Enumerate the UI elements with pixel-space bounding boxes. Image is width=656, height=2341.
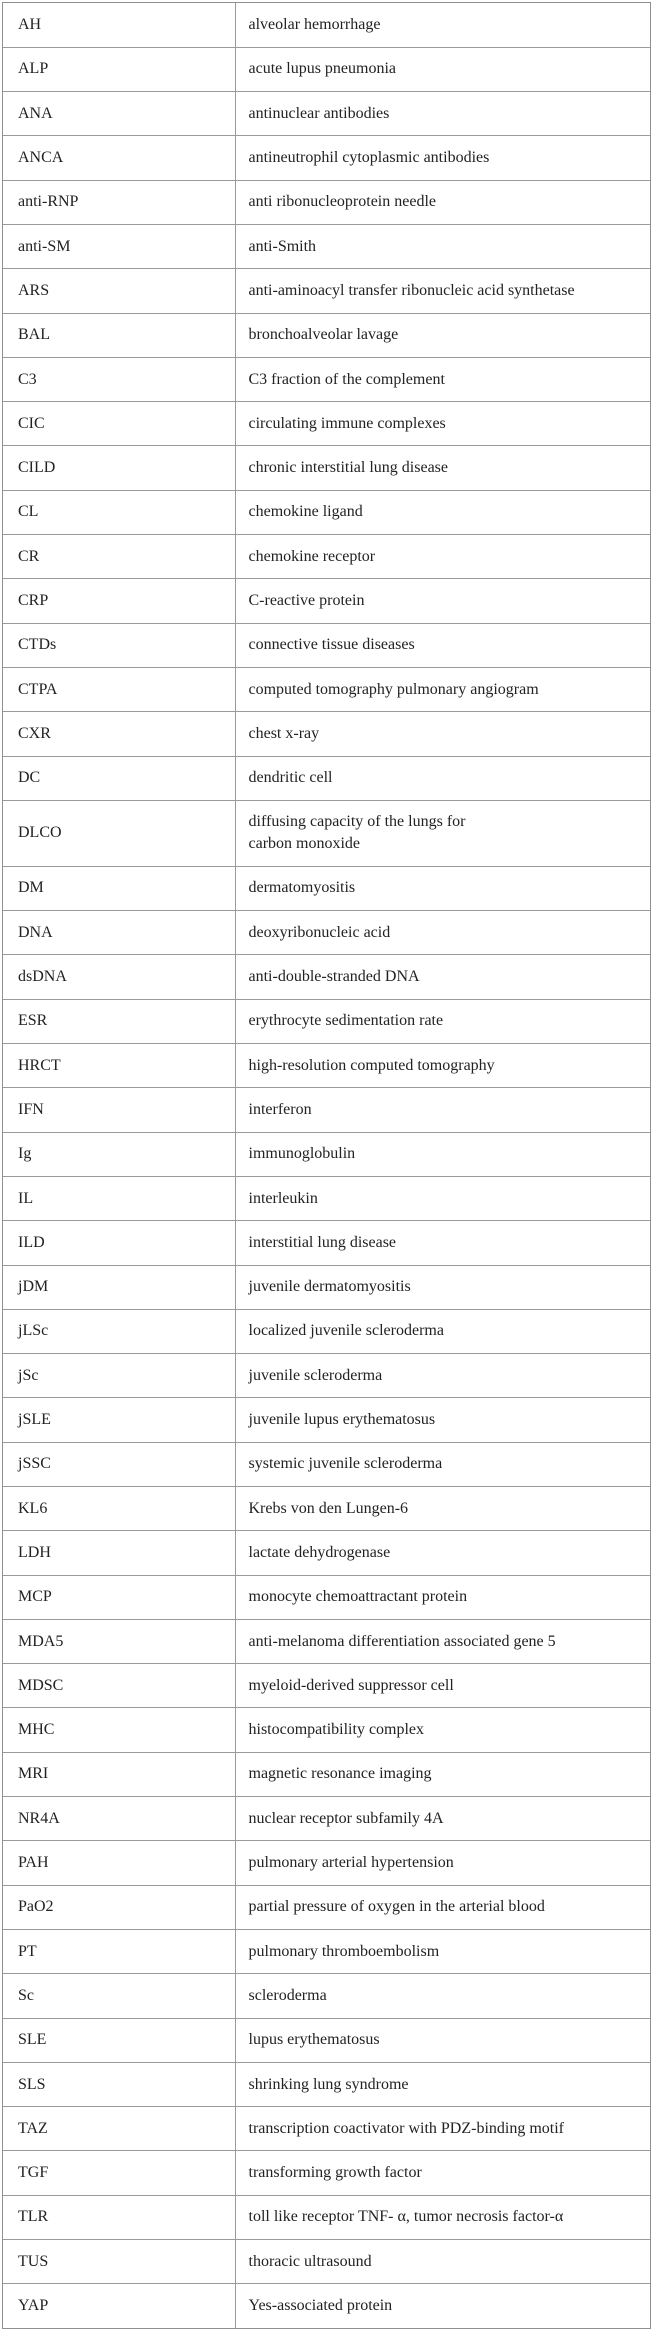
definition-cell: Krebs von den Lungen-6 bbox=[235, 1487, 650, 1531]
abbreviation-cell: SLE bbox=[3, 2018, 235, 2062]
abbreviation-cell: MDSC bbox=[3, 1664, 235, 1708]
abbreviation-cell: Sc bbox=[3, 1974, 235, 2018]
table-row bbox=[3, 1354, 650, 1398]
definition-cell: nuclear receptor subfamily 4A bbox=[235, 1797, 650, 1841]
abbreviation-cell: NR4A bbox=[3, 1797, 235, 1841]
definition-cell: antineutrophil cytoplasmic antibodies bbox=[235, 136, 650, 180]
table-row bbox=[3, 402, 650, 446]
abbreviation-cell: AH bbox=[3, 3, 235, 47]
table-row bbox=[3, 712, 650, 756]
abbreviation-cell: YAP bbox=[3, 2284, 235, 2328]
definition-cell: lupus erythematosus bbox=[235, 2018, 650, 2062]
table-row bbox=[3, 1531, 650, 1575]
table-row bbox=[3, 1044, 650, 1088]
abbreviation-cell: DC bbox=[3, 756, 235, 800]
definition-cell: deoxyribonucleic acid bbox=[235, 911, 650, 955]
table-row bbox=[3, 1708, 650, 1752]
table-row bbox=[3, 2240, 650, 2284]
abbreviation-cell: anti-SM bbox=[3, 224, 235, 268]
definition-cell: chemokine ligand bbox=[235, 490, 650, 534]
abbreviation-cell: TUS bbox=[3, 2240, 235, 2284]
abbreviation-cell: CTDs bbox=[3, 623, 235, 667]
abbreviation-cell: PAH bbox=[3, 1841, 235, 1885]
definition-cell: C-reactive protein bbox=[235, 579, 650, 623]
definition-cell: lactate dehydrogenase bbox=[235, 1531, 650, 1575]
table-row bbox=[3, 623, 650, 667]
table-row bbox=[3, 1664, 650, 1708]
table-row bbox=[3, 999, 650, 1043]
definition-cell: scleroderma bbox=[235, 1974, 650, 2018]
table-row bbox=[3, 1442, 650, 1486]
definition-cell: pulmonary thromboembolism bbox=[235, 1929, 650, 1973]
abbreviations-grid bbox=[3, 3, 650, 2328]
definition-cell: connective tissue diseases bbox=[235, 623, 650, 667]
definition-cell: interleukin bbox=[235, 1176, 650, 1220]
abbreviations-table bbox=[2, 2, 651, 2329]
table-row bbox=[3, 955, 650, 999]
abbreviation-cell: jLSc bbox=[3, 1309, 235, 1353]
abbreviation-cell: TAZ bbox=[3, 2107, 235, 2151]
abbreviation-cell: C3 bbox=[3, 357, 235, 401]
definition-cell: Yes-associated protein bbox=[248, 2297, 393, 2315]
definition-cell: thoracic ultrasound bbox=[235, 2240, 650, 2284]
abbreviation-cell: CR bbox=[3, 535, 235, 579]
definition-cell: dermatomyositis bbox=[235, 866, 650, 910]
table-row bbox=[3, 1619, 650, 1663]
table-row bbox=[3, 1265, 650, 1309]
definition-cell: anti-double-stranded DNA bbox=[235, 955, 650, 999]
table-row bbox=[3, 269, 650, 313]
table-row bbox=[3, 1974, 650, 2018]
definition-cell: immunoglobulin bbox=[235, 1132, 650, 1176]
table-row bbox=[3, 800, 650, 866]
definition-cell: interstitial lung disease bbox=[235, 1221, 650, 1265]
table-row bbox=[3, 2062, 650, 2106]
abbreviation-cell: jSSC bbox=[3, 1442, 235, 1486]
abbreviations-body bbox=[3, 3, 650, 2328]
definition-cell: juvenile dermatomyositis bbox=[235, 1265, 650, 1309]
table-row bbox=[3, 2195, 650, 2239]
abbreviation-cell: PT bbox=[3, 1929, 235, 1973]
definition-cell: acute lupus pneumonia bbox=[235, 47, 650, 91]
abbreviation-cell: TLR bbox=[3, 2195, 235, 2239]
definition-cell: dendritic cell bbox=[235, 756, 650, 800]
abbreviation-cell: SLS bbox=[3, 2062, 235, 2106]
definition-cell: toll like receptor TNF- α, tumor necrosis factor-α bbox=[235, 2195, 650, 2239]
table-row bbox=[3, 1132, 650, 1176]
definition-cell: magnetic resonance imaging bbox=[235, 1752, 650, 1796]
abbreviation-cell: ANCA bbox=[3, 136, 235, 180]
abbreviation-cell: LDH bbox=[3, 1531, 235, 1575]
abbreviation-cell: anti-RNP bbox=[3, 180, 235, 224]
table-row bbox=[3, 1398, 650, 1442]
abbreviation-cell: jDM bbox=[3, 1265, 235, 1309]
abbreviation-cell: IFN bbox=[3, 1088, 235, 1132]
abbreviation-cell: ESR bbox=[3, 999, 235, 1043]
table-row bbox=[3, 1929, 650, 1973]
abbreviation-cell: DM bbox=[3, 866, 235, 910]
table-row bbox=[3, 756, 650, 800]
abbreviation-cell: CILD bbox=[3, 446, 235, 490]
definition-cell: computed tomography pulmonary angiogram bbox=[235, 667, 650, 711]
table-row bbox=[3, 3, 650, 47]
abbreviation-cell: IL bbox=[3, 1176, 235, 1220]
table-row bbox=[3, 2107, 650, 2151]
abbreviation-cell: CRP bbox=[3, 579, 235, 623]
table-row bbox=[3, 911, 650, 955]
table-row bbox=[3, 446, 650, 490]
definition-cell: alveolar hemorrhage bbox=[235, 3, 650, 47]
definition-cell: anti-aminoacyl transfer ribonucleic acid synthetase bbox=[235, 269, 650, 313]
abbreviation-cell: DNA bbox=[3, 911, 235, 955]
definition-cell: chronic interstitial lung disease bbox=[235, 446, 650, 490]
definition-cell: C3 fraction of the complement bbox=[235, 357, 650, 401]
definition-cell: interferon bbox=[235, 1088, 650, 1132]
definition-cell: chest x-ray bbox=[235, 712, 650, 756]
table-row bbox=[3, 1487, 650, 1531]
abbreviation-cell: ILD bbox=[3, 1221, 235, 1265]
abbreviation-cell: DLCO bbox=[3, 800, 235, 866]
table-row bbox=[3, 1841, 650, 1885]
abbreviation-cell: TGF bbox=[3, 2151, 235, 2195]
definition-cell: juvenile scleroderma bbox=[235, 1354, 650, 1398]
abbreviation-cell: PaO2 bbox=[3, 1885, 235, 1929]
table-row bbox=[3, 313, 650, 357]
abbreviation-cell: MCP bbox=[3, 1575, 235, 1619]
table-row bbox=[3, 1797, 650, 1841]
definition-cell: partial pressure of oxygen in the arterial blood bbox=[235, 1885, 650, 1929]
definition-cell: histocompatibility complex bbox=[235, 1708, 650, 1752]
abbreviation-cell: jSLE bbox=[3, 1398, 235, 1442]
abbreviation-cell: CXR bbox=[3, 712, 235, 756]
table-row bbox=[3, 2284, 650, 2328]
abbreviation-cell: Ig bbox=[3, 1132, 235, 1176]
table-row bbox=[3, 1752, 650, 1796]
abbreviation-cell: jSc bbox=[3, 1354, 235, 1398]
definition-cell: high-resolution computed tomography bbox=[235, 1044, 650, 1088]
abbreviation-cell: MRI bbox=[3, 1752, 235, 1796]
abbreviation-cell: HRCT bbox=[3, 1044, 235, 1088]
table-row bbox=[3, 1088, 650, 1132]
table-row bbox=[3, 180, 650, 224]
abbreviation-cell: MHC bbox=[3, 1708, 235, 1752]
table-row bbox=[3, 92, 650, 136]
table-row bbox=[3, 47, 650, 91]
definition-cell: localized juvenile scleroderma bbox=[235, 1309, 650, 1353]
table-row bbox=[3, 1575, 650, 1619]
table-row bbox=[3, 136, 650, 180]
definition-cell: erythrocyte sedimentation rate bbox=[235, 999, 650, 1043]
table-row bbox=[3, 866, 650, 910]
abbreviation-cell: ARS bbox=[3, 269, 235, 313]
abbreviation-cell: CL bbox=[3, 490, 235, 534]
definition-cell: anti ribonucleoprotein needle bbox=[235, 180, 650, 224]
definition-cell: diffusing capacity of the lungs for carbon monoxide bbox=[235, 800, 650, 866]
table-row bbox=[3, 535, 650, 579]
definition-cell: chemokine receptor bbox=[235, 535, 650, 579]
abbreviation-cell: BAL bbox=[3, 313, 235, 357]
table-row bbox=[3, 224, 650, 268]
abbreviation-cell: dsDNA bbox=[3, 955, 235, 999]
definition-cell: shrinking lung syndrome bbox=[235, 2062, 650, 2106]
abbreviation-cell: ANA bbox=[3, 92, 235, 136]
definition-cell: transcription coactivator with PDZ-binding motif bbox=[235, 2107, 650, 2151]
definition-cell: myeloid-derived suppressor cell bbox=[235, 1664, 650, 1708]
definition-cell: monocyte chemoattractant protein bbox=[235, 1575, 650, 1619]
abbreviation-cell: KL6 bbox=[3, 1487, 235, 1531]
abbreviation-cell: CTPA bbox=[3, 667, 235, 711]
table-row bbox=[3, 579, 650, 623]
table-row bbox=[3, 1309, 650, 1353]
table-row bbox=[3, 357, 650, 401]
definition-cell: antinuclear antibodies bbox=[235, 92, 650, 136]
table-row bbox=[3, 1885, 650, 1929]
abbreviation-cell: ALP bbox=[3, 47, 235, 91]
table-row bbox=[3, 1176, 650, 1220]
table-row bbox=[3, 2151, 650, 2195]
definition-cell: pulmonary arterial hypertension bbox=[235, 1841, 650, 1885]
table-row bbox=[3, 1221, 650, 1265]
definition-cell: anti-melanoma differentiation associated gene 5 bbox=[235, 1619, 650, 1663]
abbreviation-cell: CIC bbox=[3, 402, 235, 446]
definition-cell: transforming growth factor bbox=[235, 2151, 650, 2195]
definition-cell: juvenile lupus erythematosus bbox=[235, 1398, 650, 1442]
definition-cell: bronchoalveolar lavage bbox=[235, 313, 650, 357]
abbreviation-cell: MDA5 bbox=[3, 1619, 235, 1663]
table-row bbox=[3, 2018, 650, 2062]
definition-cell: anti-Smith bbox=[235, 224, 650, 268]
definition-cell: circulating immune complexes bbox=[235, 402, 650, 446]
table-row bbox=[3, 490, 650, 534]
definition-cell: systemic juvenile scleroderma bbox=[235, 1442, 650, 1486]
table-row bbox=[3, 667, 650, 711]
